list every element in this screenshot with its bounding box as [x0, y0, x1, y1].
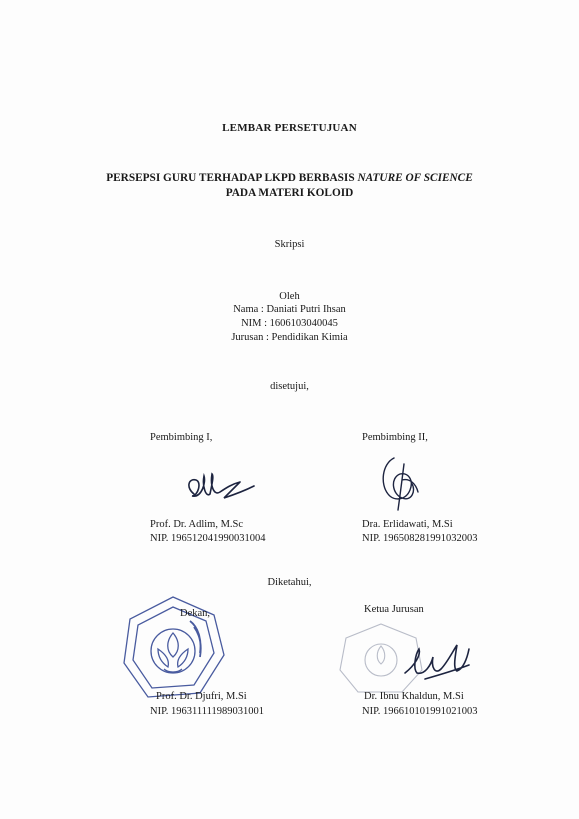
supervisor2-role: Pembimbing II,	[362, 432, 428, 443]
supervisor2-name: Dra. Erlidawati, M.Si	[362, 519, 453, 530]
thesis-title-italic: NATURE OF SCIENCE	[357, 172, 473, 184]
document-type: Skripsi	[274, 239, 305, 250]
author-name: Nama : Daniati Putri Ihsan	[233, 304, 346, 315]
author-department: Jurusan : Pendidikan Kimia	[231, 332, 348, 343]
approval-label: disetujui,	[270, 381, 309, 392]
author-nim: NIM : 1606103040045	[241, 318, 338, 329]
head-role: Ketua Jurusan	[364, 604, 424, 615]
thesis-title-plain: PERSEPSI GURU TERHADAP LKPD BERBASIS	[106, 172, 358, 184]
head-name: Dr. Ibnu Khaldun, M.Si	[364, 691, 464, 702]
supervisor2-nip: NIP. 196508281991032003	[362, 533, 478, 544]
supervisor1-signature	[180, 470, 260, 510]
supervisor1-name: Prof. Dr. Adlim, M.Sc	[150, 519, 244, 530]
head-signature	[395, 635, 475, 685]
dean-name: Prof. Dr. Djufri, M.Si	[156, 691, 247, 702]
dean-role: Dekan,	[180, 608, 211, 619]
supervisor2-signature	[372, 450, 432, 520]
thesis-title-line-2: PADA MATERI KOLOID	[225, 187, 354, 199]
acknowledged-label: Diketahui,	[267, 577, 312, 588]
by-label: Oleh	[279, 291, 300, 302]
university-stamp	[118, 593, 228, 703]
thesis-title-line-1	[0, 172, 579, 185]
dean-nip: NIP. 196311111989031001	[150, 706, 264, 717]
page-title: LEMBAR PERSETUJUAN	[222, 122, 357, 134]
supervisor1-nip: NIP. 196512041990031004	[150, 533, 266, 544]
supervisor1-role: Pembimbing I,	[150, 432, 213, 443]
head-nip: NIP. 196610101991021003	[362, 706, 478, 717]
